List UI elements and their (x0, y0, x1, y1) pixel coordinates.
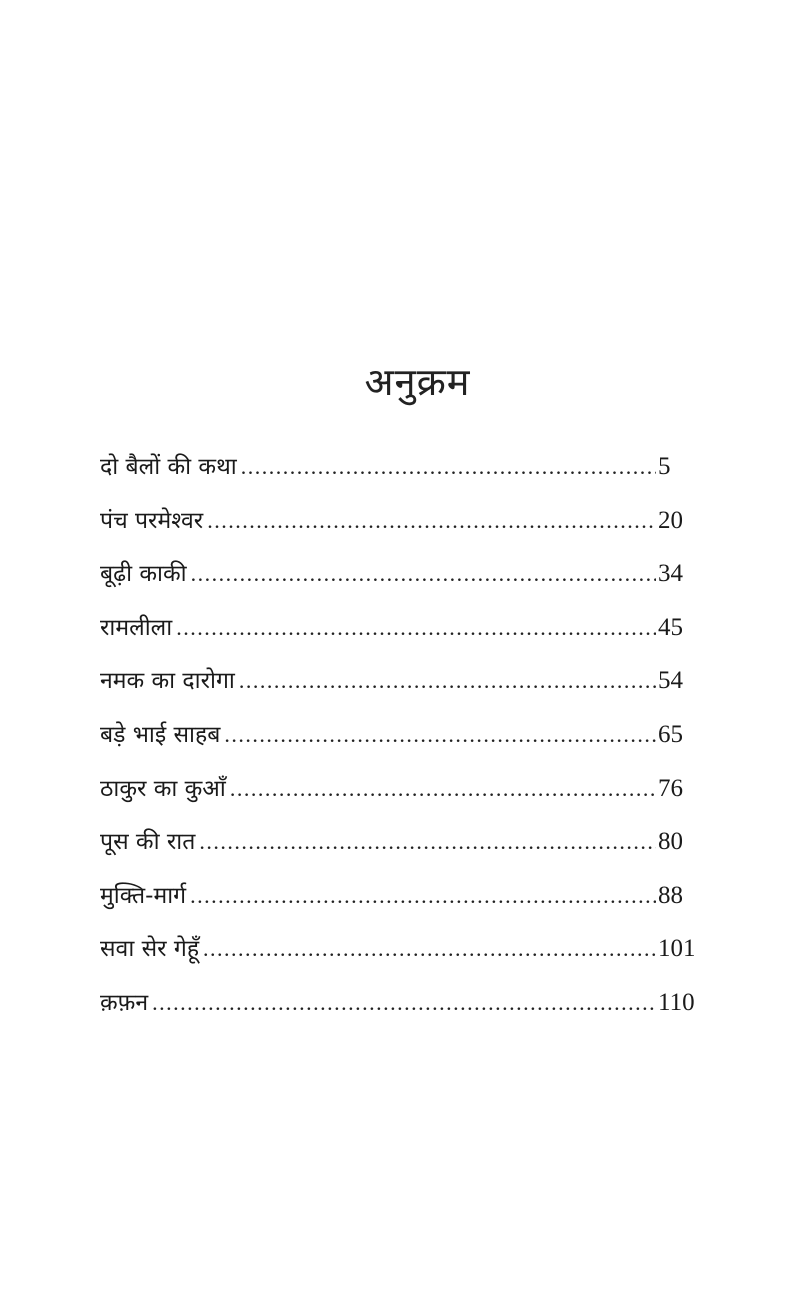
toc-entry (100, 601, 698, 655)
dot-leader (224, 708, 656, 762)
toc-entry (100, 815, 698, 869)
toc-entry (100, 708, 698, 762)
dot-leader (190, 869, 656, 923)
dot-leader (230, 762, 656, 816)
toc-entry (100, 976, 698, 1030)
toc-entry-title: दो बैलों की कथा (100, 454, 237, 480)
toc-entry-title: पूस की रात (100, 829, 196, 856)
toc-entry-page: 20 (658, 506, 683, 534)
dot-leader (241, 440, 656, 494)
toc-entry-page: 5 (658, 453, 671, 480)
toc-entry (100, 922, 698, 976)
toc-entry-page: 101 (658, 935, 696, 963)
page-title: अनुक्रम (364, 360, 471, 405)
toc-entry-title: बड़े भाई साहब (100, 721, 221, 748)
toc-entry (100, 494, 698, 548)
dot-leader (176, 601, 656, 655)
toc-entry (100, 547, 698, 601)
toc-entry-page: 65 (658, 720, 683, 748)
toc-entry-title: सवा सेर गेहूँ (100, 936, 200, 963)
dot-leader (152, 976, 656, 1030)
toc-entry-page: 80 (658, 828, 683, 856)
toc-entry-title: क़फ़न (100, 989, 149, 1016)
dot-leader (191, 547, 656, 601)
toc-entry-page: 110 (658, 988, 695, 1016)
dot-leader (203, 922, 656, 976)
toc-entry (100, 654, 698, 708)
toc-entry-title: मुक्ति-मार्ग (100, 882, 187, 909)
toc-entry-page: 88 (658, 881, 683, 909)
toc-entry-title: पंच परमेश्‍वर (100, 507, 204, 534)
dot-leader (239, 654, 656, 708)
toc-entry-title: बूढ़ी काकी (100, 561, 187, 588)
toc-entry (100, 762, 698, 816)
toc-entry-page: 45 (658, 613, 683, 641)
dot-leader (199, 815, 656, 869)
toc-entry-page: 54 (658, 667, 683, 695)
toc-entry-page: 34 (658, 560, 683, 588)
toc-entry (100, 440, 698, 494)
toc-entry-page: 76 (658, 774, 683, 802)
toc-entry-title: नमक का दारोगा (100, 668, 235, 695)
toc-entry (100, 869, 698, 923)
table-of-contents (100, 440, 698, 1030)
dot-leader (207, 494, 656, 548)
toc-entry-title: ठाकुर का कुआँ (100, 775, 226, 802)
toc-entry-title: रामलीला (100, 614, 173, 641)
